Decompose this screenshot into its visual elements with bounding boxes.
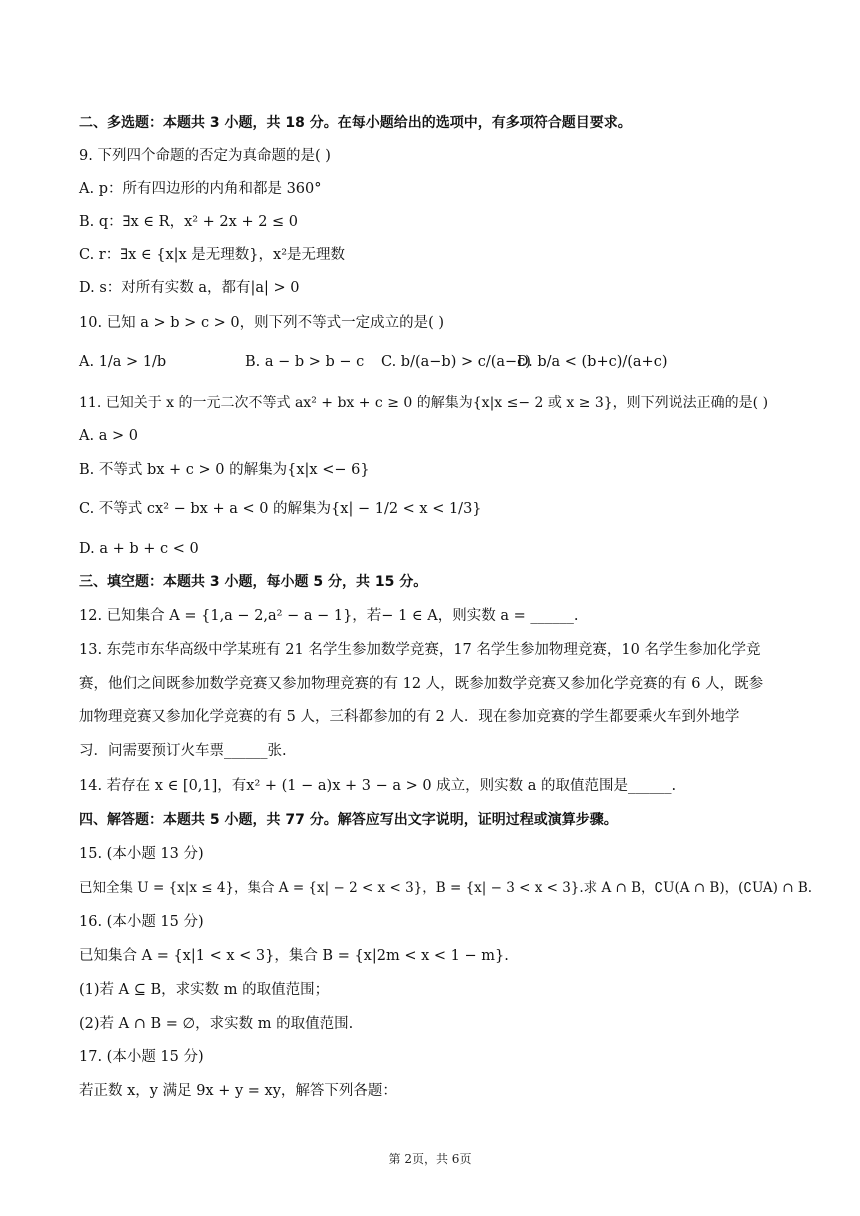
section-heading-fill-in: 三、填空题：本题共 3 小题，每小题 5 分，共 15 分。: [79, 574, 428, 590]
section-heading-multiple-choice: 二、多选题：本题共 3 小题，共 18 分。在每小题给出的选项中，有多项符合题目要求。: [79, 115, 632, 131]
question-11-option-a: A. a > 0: [79, 428, 138, 444]
question-11-option-b: B. 不等式 bx + c > 0 的解集为{x|x <− 6}: [79, 462, 370, 478]
question-13-line-3: 加物理竞赛又参加化学竞赛的有 5 人，三科都参加的有 2 人．现在参加竞赛的学生都要乘火车到外地学: [79, 709, 740, 725]
question-13-line-2: 赛，他们之间既参加数学竞赛又参加物理竞赛的有 12 人，既参加数学竞赛又参加化学竞赛的有 6 人，既参: [79, 676, 764, 692]
question-15-header: 15. (本小题 13 分): [79, 846, 204, 862]
section-heading-solutions: 四、解答题：本题共 5 小题，共 77 分。解答应写出文字说明，证明过程或演算步骤。: [79, 812, 618, 828]
page-footer: 第 2页，共 6页: [388, 1152, 472, 1166]
question-9-option-d: D. s：对所有实数 a，都有|a| > 0: [79, 280, 300, 296]
question-15-body: 已知全集 U = {x|x ≤ 4}，集合 A = {x| − 2 < x < 3}，B = {x| − 3 < x < 3}.求 A ∩ B，∁U(A ∩ B)，(∁UA) ∩ B.: [79, 880, 813, 896]
question-9-option-b: B. q：∃x ∈ R，x² + 2x + 2 ≤ 0: [79, 214, 299, 230]
question-12: 12. 已知集合 A = {1,a − 2,a² − a − 1}，若− 1 ∈ A，则实数 a = ______.: [79, 608, 579, 624]
question-17-header: 17. (本小题 15 分): [79, 1049, 204, 1065]
question-10-option-a: A. 1/a > 1/b: [79, 354, 167, 370]
question-9-stem: 9. 下列四个命题的否定为真命题的是( ): [79, 148, 331, 164]
question-9-option-a: A. p：所有四边形的内角和都是 360°: [79, 181, 322, 197]
question-14: 14. 若存在 x ∈ [0,1]，有x² + (1 − a)x + 3 − a > 0 成立，则实数 a 的取值范围是______.: [79, 778, 677, 794]
question-13-line-4: 习．问需要预订火车票______张.: [79, 743, 287, 759]
question-9-option-c: C. r：∃x ∈ {x|x 是无理数}，x²是无理数: [79, 247, 346, 263]
question-17-body: 若正数 x，y 满足 9x + y = xy，解答下列各题：: [79, 1083, 397, 1099]
question-11-stem: 11. 已知关于 x 的一元二次不等式 ax² + bx + c ≥ 0 的解集为{x|x ≤− 2 或 x ≥ 3}，则下列说法正确的是( ): [79, 395, 769, 411]
question-11-option-d: D. a + b + c < 0: [79, 541, 199, 557]
question-10-option-b: B. a − b > b − c: [245, 354, 365, 370]
question-16-header: 16. (本小题 15 分): [79, 914, 204, 930]
question-10-stem: 10. 已知 a > b > c > 0，则下列不等式一定成立的是( ): [79, 315, 445, 331]
question-16-body: 已知集合 A = {x|1 < x < 3}，集合 B = {x|2m < x < 1 − m}.: [79, 948, 509, 964]
question-11-option-c: C. 不等式 cx² − bx + a < 0 的解集为{x| − 1/2 < x < 1/3}: [79, 501, 482, 517]
question-10-option-c: C. b/(a−b) > c/(a−c): [381, 354, 531, 370]
question-10-option-d: D. b/a < (b+c)/(a+c): [517, 354, 668, 370]
question-13-line-1: 13. 东莞市东华高级中学某班有 21 名学生参加数学竞赛，17 名学生参加物理竞赛，10 名学生参加化学竞: [79, 642, 761, 658]
question-16-part-2: (2)若 A ∩ B = ∅，求实数 m 的取值范围.: [79, 1016, 354, 1032]
question-16-part-1: (1)若 A ⊆ B，求实数 m 的取值范围；: [79, 982, 330, 998]
